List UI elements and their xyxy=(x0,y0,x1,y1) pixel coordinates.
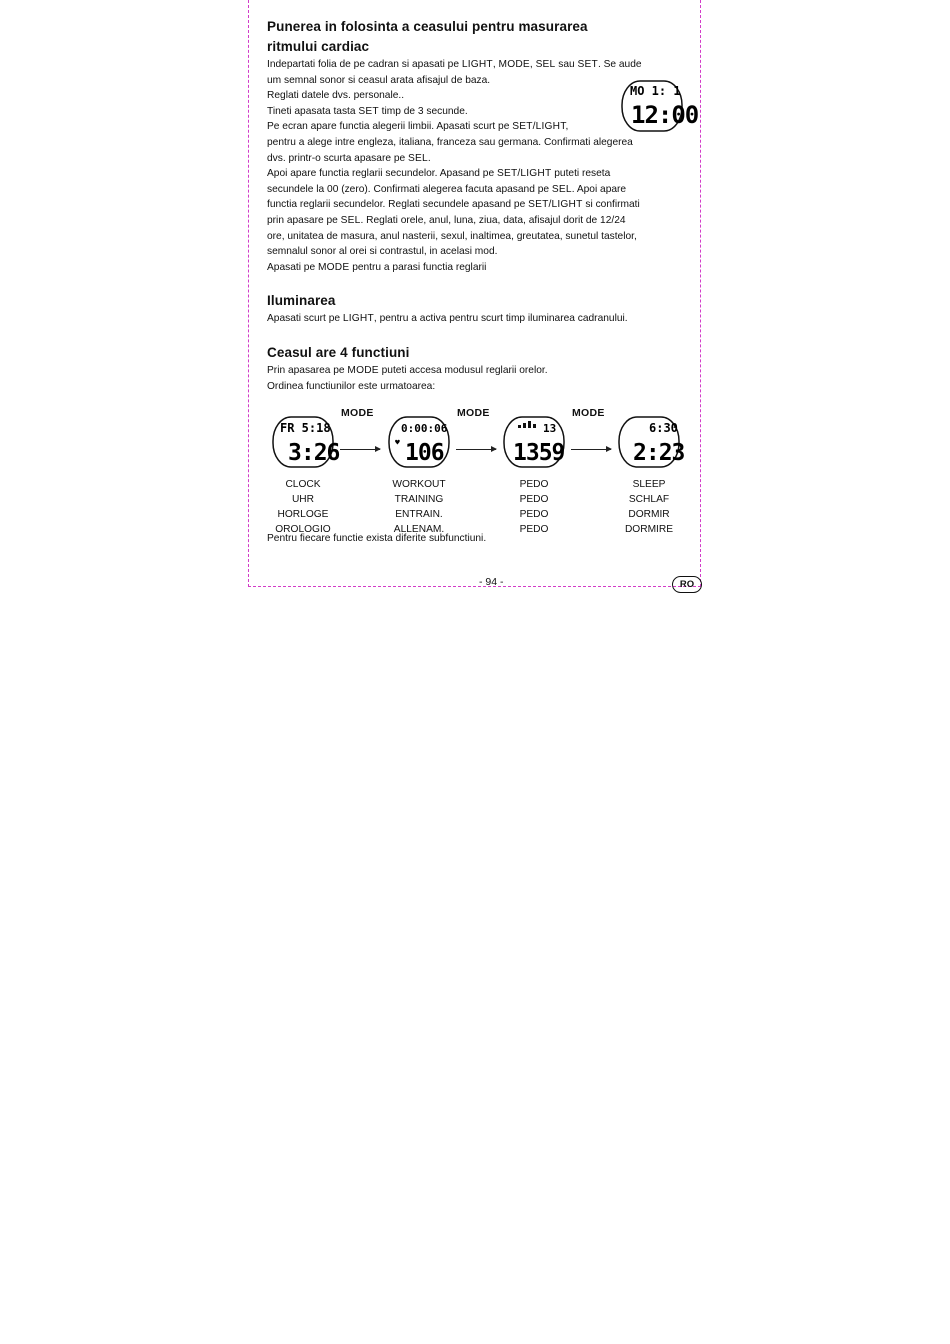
text: functia reglarii secundelor. Reglati secundele apasand pe xyxy=(267,199,529,211)
subfunctions-note: Pentru fiecare functie exista diferite subfunctiuni. xyxy=(267,533,487,544)
watch-workout-icon xyxy=(387,415,451,469)
watch-main-text: 1359 xyxy=(513,440,565,466)
text: um semnal sonor si ceasul arata afisajul de baza. xyxy=(267,74,491,86)
watch-main-text: 2:23 xyxy=(633,440,685,466)
text: timp de 3 secunde. xyxy=(378,105,468,117)
text: , pentru a activa pentru scurt timp iluminarea cadranului. xyxy=(373,313,628,325)
label: TRAINING xyxy=(394,494,444,505)
label: WORKOUT xyxy=(392,479,446,490)
watch-pedo-labels xyxy=(499,477,569,537)
page-number: - 94 - xyxy=(479,576,504,588)
key-sel: SEL xyxy=(408,152,428,164)
watch-base-display-icon xyxy=(620,79,699,138)
title-line-1: Punerea in folosinta a ceasului pentru masurarea xyxy=(267,19,588,34)
watch-top-text: 13 xyxy=(543,422,557,435)
label: PEDO xyxy=(519,524,549,535)
watch-top-text: MO 1: 1 xyxy=(630,84,681,98)
text: Apoi apare functia reglarii secundelor. Apasand pe xyxy=(267,168,497,180)
paragraph-order: Ordinea functiunilor este urmatoarea: xyxy=(267,380,436,392)
heart-icon: ♥ xyxy=(395,438,400,447)
mode-label: MODE xyxy=(572,407,605,419)
mode-label: MODE xyxy=(341,407,374,419)
key-sel: SEL xyxy=(551,183,572,195)
watch-workout xyxy=(384,415,454,537)
key-set: SET xyxy=(577,59,598,70)
label: PEDO xyxy=(519,479,549,490)
mode-label: MODE xyxy=(457,407,490,419)
section-title-light: Iluminarea xyxy=(267,293,336,309)
label: DORMIRE xyxy=(624,524,674,535)
text: sau xyxy=(555,59,578,70)
key-set-light: SET/LIGHT, xyxy=(512,121,569,133)
watch-top-text: FR 5:18 xyxy=(280,421,331,435)
watch-workout-labels xyxy=(384,477,454,537)
key-light: LIGHT xyxy=(461,59,493,70)
section-title-heart-rate xyxy=(267,17,682,57)
watch-main-text: 106 xyxy=(405,440,444,466)
watch-pedo xyxy=(499,415,569,537)
watch-top-text: 6:30 xyxy=(649,421,678,435)
label: SLEEP xyxy=(632,479,666,490)
watch-pedo-icon xyxy=(502,415,566,469)
paragraph-mode xyxy=(267,363,682,379)
key-light: LIGHT xyxy=(342,313,374,325)
watch-sleep xyxy=(614,415,684,537)
paragraph-light xyxy=(267,311,682,327)
label: PEDO xyxy=(519,494,549,505)
paragraph-personal: Reglati datele dvs. personale.. xyxy=(267,90,405,102)
paragraph-start: Indepartati folia de pe cadran si apasati pe LIGHT, MODE, SEL sau SET. Se aude um semnal sonor si ceasul arata afisajul de baza. xyxy=(267,59,642,86)
label: ALLENAM. xyxy=(393,524,445,535)
key-sel: SEL xyxy=(535,59,556,70)
title-line-2: ritmului cardiac xyxy=(267,39,370,54)
label: UHR xyxy=(291,494,315,505)
arrow-icon xyxy=(340,449,380,450)
manual-page xyxy=(248,0,701,590)
text: si confirmati xyxy=(582,199,640,211)
text: Tineti apasata tasta xyxy=(267,105,359,117)
text: . Apoi apare xyxy=(571,183,627,195)
function-diagram xyxy=(267,407,687,547)
text: ore, unitatea de masura, anul nasterii, sexul, inaltimea, greutatea, sunetul tastelor, xyxy=(267,230,637,242)
key-set-light: SET/LIGHT xyxy=(528,199,583,211)
arrow-icon xyxy=(571,449,611,450)
text: prin apasare pe xyxy=(267,214,341,226)
watch-top-text: 0:00:06 xyxy=(401,422,448,435)
watch-main-text: 3:26 xyxy=(288,440,340,466)
key-mode: MODE xyxy=(317,261,350,273)
key-mode: MODE xyxy=(347,364,379,376)
text: pentru a parasi functia reglarii xyxy=(349,261,487,273)
key-set: SET xyxy=(358,105,379,117)
watch-clock xyxy=(268,415,338,537)
paragraph-seconds xyxy=(267,166,682,260)
label: HORLOGE xyxy=(277,509,329,520)
key-mode: MODE xyxy=(498,59,530,70)
text: Apasati pe xyxy=(267,261,318,273)
text: secundele la 00 (zero). Confirmati alegerea facuta apasand pe xyxy=(267,183,552,195)
text: Pe ecran apare functia alegerii limbii. Apasati scurt pe xyxy=(267,121,513,133)
text: Indepartati folia de pe cadran si apasati pe xyxy=(267,59,462,70)
text: puteti reseta xyxy=(551,168,611,180)
text: . Se aude xyxy=(597,59,642,70)
paragraph-language: Pe ecran apare functia alegerii limbii. Apasati scurt pe SET/LIGHT, pentru a alege intre engleza, italiana, franceza sau germana. Confirmati alegerea dvs. printr-o scurta apasare pe SEL. xyxy=(267,121,633,164)
arrow-icon xyxy=(456,449,496,450)
key-sel: SEL xyxy=(340,214,361,226)
watch-clock-icon xyxy=(271,415,340,469)
section-title-functions: Ceasul are 4 functiuni xyxy=(267,344,410,360)
text: . Reglati orele, anul, luna, ziua, data, afisajul dorit de 12/24 xyxy=(360,214,626,226)
label: CLOCK xyxy=(285,479,321,490)
label: ENTRAIN. xyxy=(395,509,443,520)
label: DORMIR xyxy=(628,509,670,520)
language-badge: RO xyxy=(672,576,702,593)
text: dvs. printr-o scurta apasare pe xyxy=(267,152,408,164)
label: PEDO xyxy=(519,509,549,520)
page-content xyxy=(267,17,699,590)
watch-sleep-labels xyxy=(614,477,684,537)
text: puteti accesa modusul reglarii orelor. xyxy=(378,364,548,376)
text: pentru a alege intre engleza, italiana, franceza sau germana. Confirmati alegerea xyxy=(267,136,633,148)
label: OROLOGIO xyxy=(275,524,331,535)
paragraph-exit xyxy=(267,260,682,276)
watch-sleep-icon xyxy=(617,415,685,469)
text: semnalul sonor al orei si contrastul, in acelasi mod. xyxy=(267,246,498,258)
key-set-light: SET/LIGHT xyxy=(496,168,552,180)
text: Prin apasarea pe xyxy=(267,364,348,376)
watch-clock-labels xyxy=(268,477,338,537)
label: SCHLAF xyxy=(628,494,670,505)
watch-main-text: 12:00 xyxy=(631,101,699,129)
text: Apasati scurt pe xyxy=(267,313,343,325)
